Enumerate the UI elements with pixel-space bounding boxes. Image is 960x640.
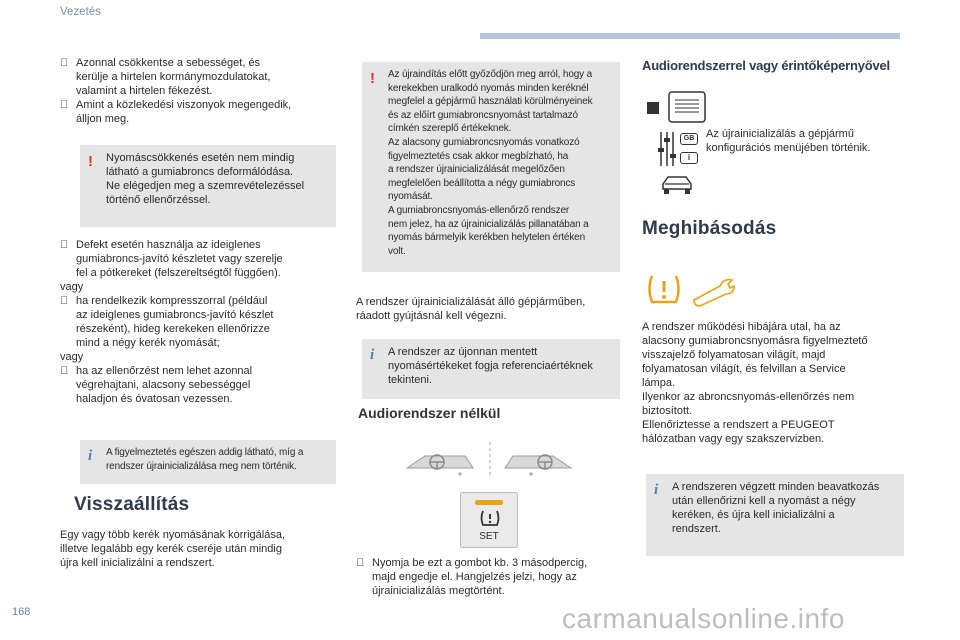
- set-button-illustration: [460, 492, 518, 548]
- col1-bullets-top: [60, 56, 340, 126]
- list-item: Amint a közlekedési viszonyok megengedik, álljon meg.: [76, 99, 292, 125]
- warning-mark-icon: !: [88, 153, 93, 170]
- info-mark-icon: i: [88, 448, 93, 464]
- heading-malfunction: Meghibásodás: [642, 218, 777, 239]
- screen-icon: [645, 90, 707, 124]
- col2-bullet: [356, 556, 624, 598]
- info-badge: i: [680, 152, 698, 164]
- col3-icon-text: Az újrainicializálás a gépjármű konfigurációs menüjében történik.: [706, 128, 871, 154]
- malfunction-icons: [648, 272, 738, 308]
- tpms-warning-icon: [650, 276, 679, 302]
- info-mark-icon: i: [370, 347, 375, 363]
- col2-warning-box: ! Az újraindítás előtt győződjön meg arról, hogy a kerekekben uralkodó nyomás minden keréknél megfelel a gépjármű használati körülményeinek és az előírt gumiabroncsnyomást tartalmazó címkén szereplő értékeknek. Az alacsony gumiabroncsnyomás vonatkozó figyelmeztetés csak akkor megbízható, ha a rendszer újrainicializálását megelőzően megfelelően beállította a négy gumiabroncs nyomását. A gumiabroncsnyomás-ellenőrző rendszer nem jelez, ha az újrainicializálás pillanatában a nyomás bármelyik kerékben helytelen értéken volt.: [362, 62, 620, 272]
- page-number: 168: [12, 606, 31, 618]
- header-bar: [480, 33, 900, 39]
- heading-no-audio: Audiorendszer nélkül: [358, 405, 501, 421]
- warning-mark-icon: !: [370, 70, 375, 87]
- list-item: Nyomja be ezt a gombot kb. 3 másodpercig, majd engedje el. Hangjelzés jelzi, hogy az újrainicializálás megtörtént.: [372, 557, 588, 597]
- set-indicator-led: [475, 500, 503, 505]
- list-item: Azonnal csökkentse a sebességet, és kerülje a hirtelen kormánymozdulatokat, valamint a hirtelen fékezést.: [76, 57, 271, 97]
- or-text: vagy: [60, 351, 84, 363]
- car-icon: [660, 174, 694, 196]
- col2-info-box: i A rendszer az újonnan mentett nyomásértékeket fogja referenciaértéknek tekinteni.: [362, 339, 620, 399]
- col3-paragraph: A rendszer működési hibájára utal, ha az alacsony gumiabroncsnyomásra figyelmeztető visszajelző folyamatosan világít, majd folyamatosan világít, és felvillan a Service lámpa. Ilyenkor az abroncsnyomás-ellenőrzés nem biztosított. Ellenőriztesse a rendszert a PEUGEOT hálózatban vagy egy szakszervizben.: [642, 321, 868, 445]
- col1-warning-box: ! Nyomáscsökkenés esetén nem mindig látható a gumiabroncs deformálódása. Ne elégedjen meg a szemrevételezéssel történő ellenőrzéssel.: [80, 145, 336, 227]
- col1-options: [60, 238, 340, 406]
- heading-reset: Visszaállítás: [74, 494, 190, 515]
- col3-info-box: i A rendszeren végzett minden beavatkozás után ellenőrizni kell a nyomást a négy keréken, és újra kell inicializálni a rendszert.: [646, 474, 904, 556]
- watermark: carmanualsonline.info: [562, 603, 845, 634]
- heading-with-audio: Audiorendszerrel vagy érintőképernyővel: [642, 58, 890, 73]
- list-item: ha rendelkezik kompresszorral (például az ideiglenes gumiabroncs-javító készlet részeként), hideg kerekeken ellenőrizze mind a négy kerék nyomását;: [76, 295, 274, 349]
- list-item: ha az ellenőrzést nem lehet azonnal végrehajtani, alacsony sebességgel haladjon és óvatosan vezessen.: [76, 365, 253, 405]
- wrench-icon: [694, 280, 734, 306]
- list-item: Defekt esetén használja az ideiglenes gumiabroncs-javító készletet vagy szerelje fel a pótkereket (felszereltségtől függően).: [76, 239, 283, 279]
- language-badge: GB: [680, 133, 698, 145]
- or-text: vagy: [60, 281, 84, 293]
- col1-info-box: i A figyelmeztetés egészen addig látható, míg a rendszer újrainicializálása meg nem történik.: [80, 440, 336, 484]
- set-button-label: SET: [479, 531, 499, 542]
- info-mark-icon: i: [654, 482, 659, 498]
- page-header-section: Vezetés: [60, 6, 101, 18]
- col1-paragraph: Egy vagy több kerék nyomásának korrigálása, illetve legalább egy kerék cseréje után mindig újra kell inicializálni a rendszert.: [60, 529, 286, 569]
- tpms-warning-icon: [479, 509, 501, 527]
- steering-wheel-controls-illustration: [405, 440, 575, 482]
- col2-paragraph: A rendszer újrainicializálását álló gépjárműben, ráadott gyújtásnál kell végezni.: [356, 296, 586, 322]
